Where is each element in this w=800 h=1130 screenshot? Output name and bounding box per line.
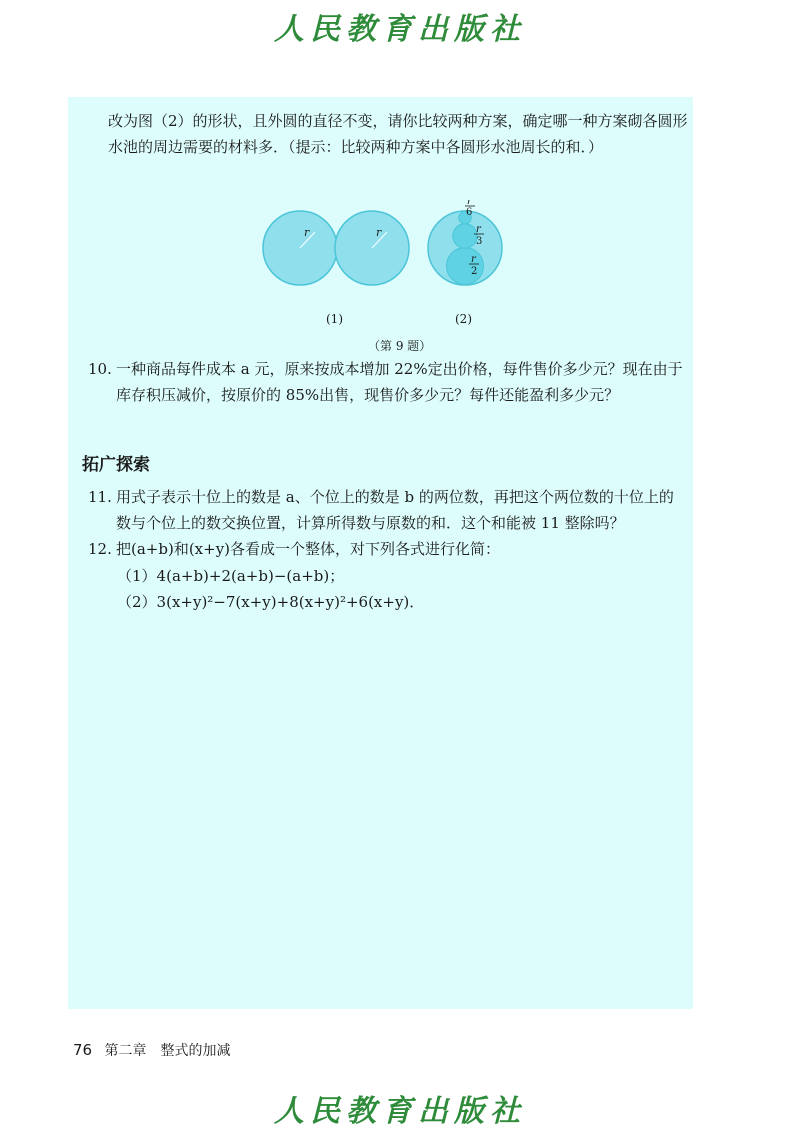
problem-11-number: 11. [88,488,112,506]
problem-12-text: 把(a+b)和(x+y)各看成一个整体，对下列各式进行化简： [116,540,501,558]
problem-10 [88,356,688,408]
problem-10-number: 10. [88,360,112,378]
figure2-r2-den: 2 [471,266,478,277]
problem-9-text: 改为图（2）的形状，且外圆的直径不变，请你比较两种方案，确定哪一种方案砌各圆形水池的周边需要的材料多．（提示：比较两种方案中各圆形水池周长的和．） [108,112,688,156]
figure1-r-right: r [376,226,382,239]
figure1-r-left: r [304,226,310,239]
problem-10-text: 一种商品每件成本 a 元，原来按成本增加 22%定出价格，每件售价多少元？现在由于库存积压减价，按原价的 85%出售，现售价多少元？每件还能盈利多少元？ [116,360,683,404]
figure2-r6-num: r [467,200,472,207]
figure1-label: (1) [326,312,343,326]
publisher-logo-bottom: 人民教育出版社 [274,1094,526,1129]
problem-12-sub-2: （2）3(x+y)²−7(x+y)+8(x+y)²+6(x+y)． [117,593,425,611]
page-number: 76 [73,1041,93,1059]
problem-9-figure [255,200,515,300]
problem-12-number: 12. [88,540,112,558]
publisher-logo-top: 人民教育出版社 [274,12,526,47]
chapter-title: 第二章 整式的加减 [104,1043,231,1059]
problem-11 [88,484,688,536]
figure2-r6-den: 6 [466,207,473,218]
figure2-circle-third [453,224,478,249]
problem-12 [88,536,688,562]
figure2-r3-den: 3 [476,236,483,247]
figure2-label: (2) [455,312,472,326]
figure2-r3-num: r [476,224,481,235]
figure2-r2-num: r [471,254,476,265]
figure2-circle-half [447,248,484,285]
figure-caption: （第 9 题） [368,339,432,353]
problem-11-text: 用式子表示十位上的数是 a、个位上的数是 b 的两位数，再把这个两位数的十位上的数与个位上的数交换位置，计算所得数与原数的和．这个和能被 11 整除吗？ [116,488,674,532]
problem-12-sub-1: （1）4(a+b)+2(a+b)−(a+b)； [117,567,345,585]
page-footer [73,1040,231,1060]
section-title: 拓广探索 [82,455,150,475]
